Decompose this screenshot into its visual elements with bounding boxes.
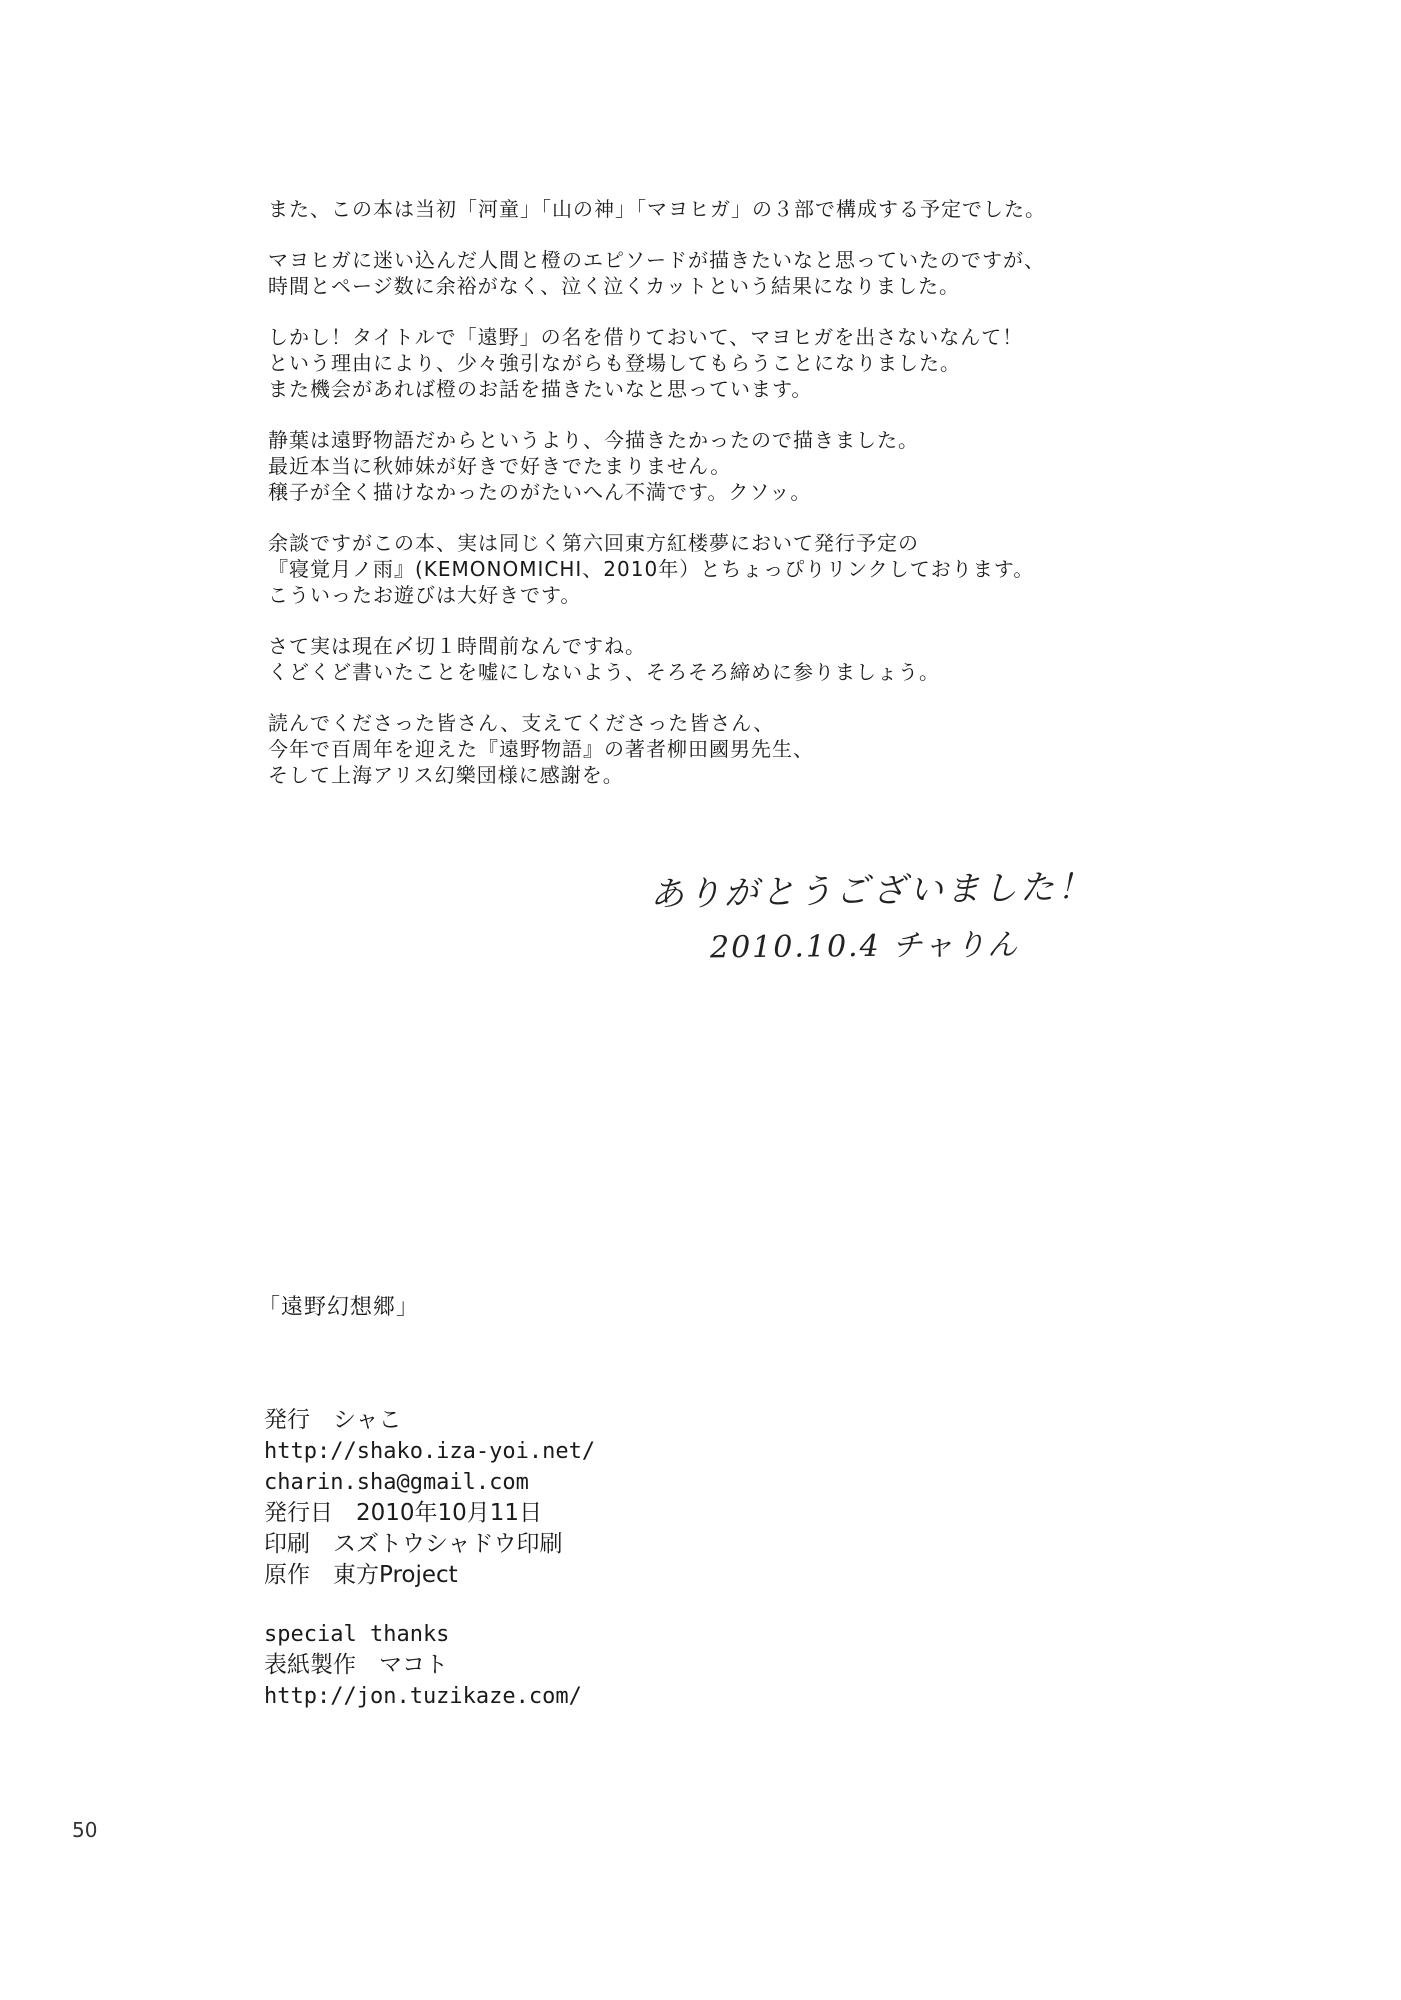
text-line: また、この本は当初「河童」「山の神」「マヨヒガ」の３部で構成する予定でした。 bbox=[268, 197, 1046, 221]
text-line: くどくど書いたことを嘘にしないよう、そろそろ締めに参りましょう。 bbox=[268, 660, 940, 684]
text-line: 『寝覚月ノ雨』(KEMONOMICHI、2010年）とちょっぴりリンクしております。 bbox=[268, 557, 1035, 581]
paragraph bbox=[268, 247, 1308, 299]
publisher-email: charin.sha@gmail.com bbox=[264, 1470, 529, 1495]
publish-date-line: 発行日 2010年10月11日 bbox=[264, 1500, 543, 1526]
paragraph bbox=[268, 530, 1308, 608]
afterword-text bbox=[268, 196, 1308, 813]
text-line: 静葉は遠野物語だからというより、今描きたかったので描きました。 bbox=[268, 428, 919, 452]
spacer bbox=[264, 1591, 595, 1619]
text-line: また機会があれば橙のお話を描きたいなと思っています。 bbox=[268, 377, 813, 401]
text-line: 時間とページ数に余裕がなく、泣く泣くカットという結果になりました。 bbox=[268, 274, 960, 298]
text-line: 穣子が全く描けなかったのがたいへん不満です。クソッ。 bbox=[268, 480, 812, 504]
publisher-line: 発行 シャこ bbox=[264, 1407, 402, 1433]
original-work-line: 原作 東方Project bbox=[264, 1562, 458, 1588]
paragraph bbox=[268, 710, 1308, 788]
paragraph bbox=[268, 427, 1308, 505]
paragraph bbox=[268, 324, 1308, 402]
text-line: 読んでくださった皆さん、支えてくださった皆さん、 bbox=[268, 711, 775, 735]
handwritten-signature bbox=[640, 855, 1095, 975]
text-line: さて実は現在〆切１時間前なんですね。 bbox=[268, 634, 646, 658]
paragraph bbox=[268, 633, 1308, 685]
colophon-info bbox=[264, 1405, 595, 1712]
text-line: 最近本当に秋姉妹が好きで好きでたまりません。 bbox=[268, 454, 732, 478]
book-title: 「遠野幻想郷」 bbox=[258, 1295, 420, 1320]
text-line: 余談ですがこの本、実は同じく第六回東方紅楼夢において発行予定の bbox=[268, 531, 919, 555]
text-line: こういったお遊びは大好きです。 bbox=[268, 583, 582, 607]
text-line: しかし！タイトルで「遠野」の名を借りておいて、マヨヒガを出さないなんて！ bbox=[268, 325, 1024, 349]
text-line: 今年で百周年を迎えた『遠野物語』の著者柳田國男先生、 bbox=[268, 737, 814, 761]
page-number: 50 bbox=[72, 1818, 98, 1842]
signature-date-author: 2010.10.4 チャりん bbox=[709, 927, 1020, 966]
publisher-url: http://shako.iza-yoi.net/ bbox=[264, 1439, 596, 1464]
special-thanks-label: special thanks bbox=[264, 1622, 450, 1647]
text-line: という理由により、少々強引ながらも登場してもらうことになりました。 bbox=[268, 351, 961, 375]
paragraph bbox=[268, 196, 1308, 222]
printer-line: 印刷 スズトウシャドウ印刷 bbox=[264, 1531, 563, 1557]
signature-thanks: ありがとうございました！ bbox=[649, 867, 1095, 915]
cover-credit-url: http://jon.tuzikaze.com/ bbox=[264, 1684, 582, 1709]
text-line: そして上海アリス幻樂団様に感謝を。 bbox=[268, 763, 624, 787]
text-line: マヨヒガに迷い込んだ人間と橙のエピソードが描きたいなと思っていたのですが、 bbox=[268, 248, 1045, 272]
cover-credit-line: 表紙製作 マコト bbox=[264, 1652, 448, 1678]
